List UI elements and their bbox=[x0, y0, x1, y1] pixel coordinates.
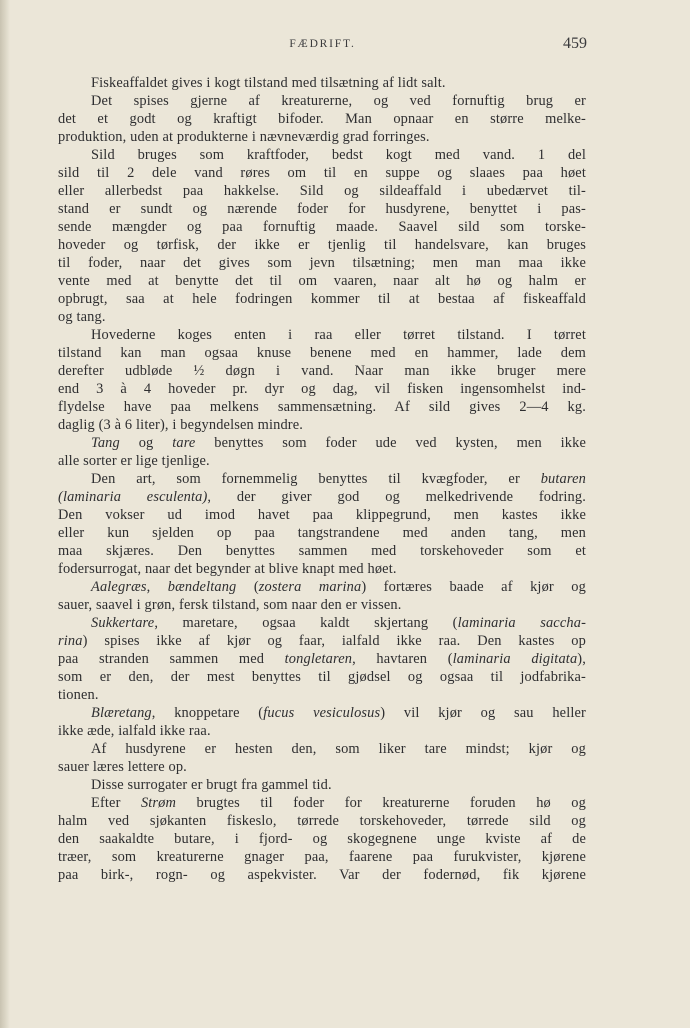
text-line bbox=[58, 272, 586, 290]
text-segment: ikke æde, ialfald ikke raa. bbox=[58, 723, 211, 739]
text-line bbox=[58, 182, 586, 200]
text-line bbox=[58, 668, 586, 686]
text-line bbox=[58, 308, 586, 326]
text-segment: sauer læres lettere op. bbox=[58, 759, 187, 775]
page-number: 459 bbox=[563, 35, 587, 52]
italic-term: Tang bbox=[91, 435, 120, 451]
text-line bbox=[58, 200, 586, 218]
text-segment: sauer, saavel i grøn, fersk tilstand, som naar den er vissen. bbox=[58, 597, 402, 613]
text-line bbox=[58, 812, 586, 830]
text-segment: halm ved sjøkanten fiskeslo, tørrede torskehoveder, tørrede sild og bbox=[58, 813, 586, 829]
text-line bbox=[58, 110, 586, 128]
italic-term: Strøm bbox=[140, 795, 177, 811]
text-line bbox=[58, 362, 586, 380]
text-segment: sende mængder og paa fornuftig maade. Saavel sild som torske- bbox=[58, 219, 586, 235]
body-text bbox=[58, 74, 586, 884]
text-segment: Sild bruges som kraftfoder, bedst kogt med vand. 1 del bbox=[91, 147, 586, 163]
text-segment: som er den, der mest benyttes til gjødsel og ogsaa til jodfabrika- bbox=[58, 669, 586, 685]
text-segment: tionen. bbox=[58, 687, 99, 703]
italic-term: rina bbox=[58, 633, 83, 649]
text-line bbox=[58, 470, 586, 488]
text-segment: produktion, uden at produkterne i nævneværdig grad forringes. bbox=[58, 129, 430, 145]
italic-term: laminaria digitata bbox=[452, 651, 578, 667]
text-line bbox=[58, 344, 586, 362]
text-line bbox=[58, 146, 586, 164]
text-line bbox=[58, 758, 586, 776]
text-segment: Det spises gjerne af kreaturerne, og ved fornuftig brug er bbox=[91, 93, 586, 109]
text-segment: end 3 à 4 hoveder pr. dyr og dag, vil fisken ingensomhelst ind- bbox=[58, 381, 586, 397]
text-segment: ( bbox=[236, 579, 259, 595]
text-line bbox=[58, 740, 586, 758]
text-segment: tilstand kan man ogsaa knuse benene med en hammer, lade dem bbox=[58, 345, 586, 361]
text-line bbox=[58, 218, 586, 236]
text-segment: opbrugt, saa at hele fodringen kommer til at bestaa af fiskeaffald bbox=[58, 291, 586, 307]
text-segment: ) vil kjør og sau heller bbox=[380, 705, 586, 721]
italic-term: butaren bbox=[540, 471, 586, 487]
text-segment: , maretare, ogsaa kaldt skjertang ( bbox=[154, 615, 458, 631]
italic-term: tare bbox=[172, 435, 196, 451]
text-segment: ) spises ikke af kjør og faar, ialfald ikke raa. Den kastes op bbox=[82, 633, 586, 649]
text-line bbox=[58, 524, 586, 542]
italic-term: fucus vesiculosus bbox=[263, 705, 381, 721]
text-line bbox=[58, 254, 586, 272]
text-segment: brugtes til foder for kreaturerne foruden hø og bbox=[176, 795, 586, 811]
text-segment: , knoppetare ( bbox=[151, 705, 264, 721]
text-line bbox=[58, 650, 586, 668]
text-segment: og tang. bbox=[58, 309, 106, 325]
text-segment: paa birk-, rogn- og aspekvister. Var der fodernød, fik kjørene bbox=[58, 867, 586, 883]
text-line bbox=[58, 704, 586, 722]
text-line bbox=[58, 92, 586, 110]
text-segment: daglig (3 à 6 liter), i begyndelsen mindre. bbox=[58, 417, 304, 433]
text-line bbox=[58, 506, 586, 524]
text-line bbox=[58, 686, 586, 704]
text-segment: stand er sundt og nærende foder for husdyrene, benyttet i pas- bbox=[58, 201, 586, 217]
text-line bbox=[58, 776, 586, 794]
text-line bbox=[58, 542, 586, 560]
text-segment: eller kun sjelden op paa tangstrandene med anden tang, men bbox=[58, 525, 586, 541]
text-segment: , der giver god og melkedrivende fodring. bbox=[207, 489, 586, 505]
italic-term: laminaria saccha- bbox=[457, 615, 586, 631]
text-line bbox=[58, 416, 586, 434]
text-segment: den saakaldte butare, i fjord- og skogegnene unge kviste af de bbox=[58, 831, 586, 847]
text-line bbox=[58, 164, 586, 182]
text-segment: til foder, naar det gives som jevn tilsætning; men man maa ikke bbox=[58, 255, 586, 271]
text-line bbox=[58, 614, 586, 632]
text-line bbox=[58, 722, 586, 740]
text-line bbox=[58, 632, 586, 650]
text-line bbox=[58, 794, 586, 812]
text-segment: Disse surrogater er brugt fra gammel tid. bbox=[91, 777, 332, 793]
text-segment: flydelse have paa melkens sammensætning. Af sild gives 2—4 kg. bbox=[58, 399, 586, 415]
text-segment: derefter udbløde ½ døgn i vand. Naar man ikke bruger mere bbox=[58, 363, 586, 379]
italic-term: Aalegræs bbox=[91, 579, 147, 595]
text-segment: og bbox=[119, 435, 173, 451]
text-segment: Hovederne koges enten i raa eller tørret tilstand. I tørret bbox=[91, 327, 586, 343]
text-segment: det et godt og kraftigt bifoder. Man opnaar en større melke- bbox=[58, 111, 586, 127]
italic-term: tongletaren bbox=[284, 651, 353, 667]
text-line bbox=[58, 326, 586, 344]
text-segment: ), bbox=[577, 651, 586, 667]
text-line bbox=[58, 866, 586, 884]
text-line bbox=[58, 578, 586, 596]
text-segment: alle sorter er lige tjenlige. bbox=[58, 453, 210, 469]
page-edge bbox=[0, 0, 10, 1028]
text-segment: ) fortæres baade af kjør og bbox=[361, 579, 586, 595]
text-line bbox=[58, 290, 586, 308]
text-line bbox=[58, 74, 586, 92]
text-segment: Af husdyrene er hesten den, som liker tare mindst; kjør og bbox=[91, 741, 586, 757]
text-segment: paa stranden sammen med bbox=[58, 651, 285, 667]
text-segment: træer, som kreaturerne gnager paa, faarene paa furukvister, kjørene bbox=[58, 849, 586, 865]
text-line bbox=[58, 236, 586, 254]
text-line bbox=[58, 560, 586, 578]
text-segment: hoveder og tørfisk, der ikke er tjenlig til handelsvare, kan bruges bbox=[58, 237, 586, 253]
text-line bbox=[58, 596, 586, 614]
text-segment: , havtaren ( bbox=[352, 651, 453, 667]
text-segment: maa skjæres. Den benyttes sammen med torskehoveder som et bbox=[58, 543, 586, 559]
text-line bbox=[58, 434, 586, 452]
italic-term: bændeltang bbox=[167, 579, 237, 595]
text-segment: Efter bbox=[91, 795, 141, 811]
text-segment: sild til 2 dele vand røres om til en suppe og slaaes paa høet bbox=[58, 165, 586, 181]
text-segment: benyttes som foder ude ved kysten, men ikke bbox=[195, 435, 586, 451]
text-line bbox=[58, 488, 586, 506]
page-header bbox=[58, 35, 587, 58]
running-title: FÆDRIFT. bbox=[289, 38, 356, 50]
italic-term: (laminaria esculenta) bbox=[58, 489, 208, 505]
italic-term: zostera marina bbox=[258, 579, 362, 595]
text-segment: Fiskeaffaldet gives i kogt tilstand med tilsætning af lidt salt. bbox=[91, 75, 446, 91]
text-line bbox=[58, 830, 586, 848]
text-segment: Den vokser ud imod havet paa klippegrund, men kastes ikke bbox=[58, 507, 586, 523]
text-line bbox=[58, 128, 586, 146]
text-segment: fodersurrogat, naar det begynder at blive knapt med høet. bbox=[58, 561, 397, 577]
text-segment: vente med at benytte det til om vaaren, naar alt hø og halm er bbox=[58, 273, 586, 289]
text-segment: eller allerbedst paa hakkelse. Sild og sildeaffald i ubedærvet til- bbox=[58, 183, 586, 199]
italic-term: Blæretang bbox=[91, 705, 152, 721]
text-line bbox=[58, 380, 586, 398]
text-line bbox=[58, 398, 586, 416]
text-segment: , bbox=[146, 579, 168, 595]
text-line bbox=[58, 848, 586, 866]
text-line bbox=[58, 452, 586, 470]
text-segment: Den art, som fornemmelig benyttes til kvægfoder, er bbox=[91, 471, 541, 487]
italic-term: Sukkertare bbox=[91, 615, 155, 631]
